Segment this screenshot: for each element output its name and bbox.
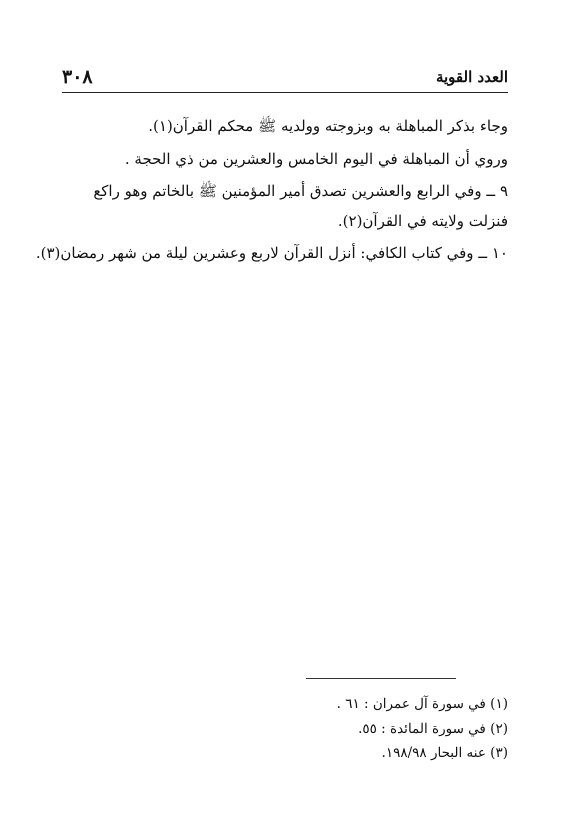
footnote-2: (٢) في سورة المائدة : ٥٥. — [358, 721, 508, 737]
footnote-3: (٣) عنه البحار ١٩٨/٩٨. — [381, 745, 508, 761]
body-line-2: وروي أن المباهلة في اليوم الخامس والعشرين من ذي الحجة . — [124, 150, 508, 168]
footnote-divider — [306, 678, 456, 679]
page-header — [62, 66, 508, 93]
body-line-4: فنزلت ولايته في القرآن(٢). — [337, 212, 508, 230]
body-line-5: ١٠ ــ وفي كتاب الكافي: أنزل القرآن لاربع وعشرين ليلة من شهر رمضان(٣). — [35, 244, 508, 262]
body-line-3: ٩ ــ وفي الرابع والعشرين تصدق أمير المؤمنين ﷺ بالخاتم وهو راكع — [93, 182, 508, 200]
footnote-1: (١) في سورة آل عمران : ٦١ . — [336, 696, 508, 712]
body-line-1: وجاء بذكر المباهلة به وبزوجته وولديه ﷺ محكم القرآن(١). — [148, 117, 508, 135]
running-title: العدد القوية — [435, 68, 508, 86]
page-number: ٣٠٨ — [62, 66, 93, 88]
